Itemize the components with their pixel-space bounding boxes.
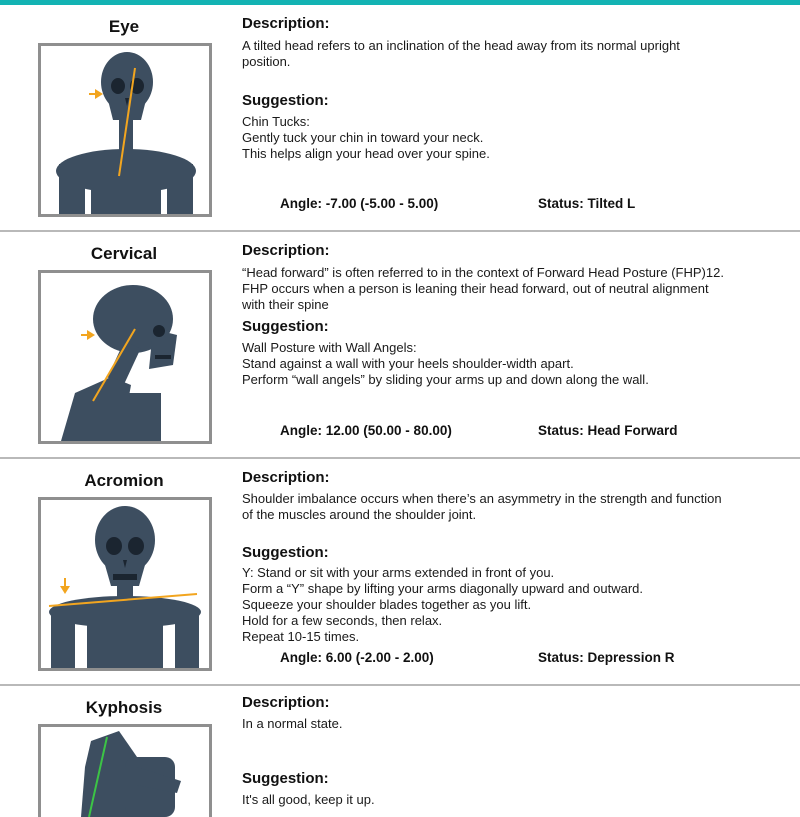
suggestion-text: Chin Tucks: Gently tuck your chin in toward your neck. This helps align your head over your spine. — [242, 114, 490, 161]
suggestion-text: Y: Stand or sit with your arms extended in front of you. Form a “Y” shape by lifting your arms diagonally upward and outward. Squeeze your shoulder blades together as you lift. Hold for a few seconds, then relax. Repeat 10-15 times. — [242, 565, 644, 644]
section-acromion — [0, 459, 800, 686]
description-text: In a normal state. — [242, 716, 343, 731]
section-cervical — [0, 232, 800, 459]
angle-readout: Angle: 12.00 (50.00 - 80.00) — [280, 423, 452, 438]
section-title: Kyphosis — [85, 698, 163, 717]
angle-readout: Angle: -7.00 (-5.00 - 5.00) — [280, 196, 439, 211]
skeleton-shoulders-front-image — [38, 497, 212, 671]
description-heading: Description: — [242, 242, 330, 259]
section-title: Acromion — [84, 471, 164, 490]
description-text: Shoulder imbalance occurs when there’s an asymmetry in the strength and function of the muscles around the shoulder joint. — [242, 491, 722, 522]
skeleton-head-side-image — [38, 270, 212, 444]
angle-readout: Angle: 6.00 (-2.00 - 2.00) — [280, 650, 434, 665]
suggestion-text: It's all good, keep it up. — [242, 792, 375, 807]
status-readout: Status: Tilted L — [538, 196, 636, 211]
suggestion-heading: Suggestion: — [242, 92, 329, 109]
section-eye — [0, 5, 800, 232]
description-heading: Description: — [242, 469, 330, 486]
status-readout: Status: Depression R — [538, 650, 675, 665]
description-text: “Head forward” is often referred to in the context of Forward Head Posture (FHP)12. FHP occurs when a person is leaning their head forward, out of neutral alignment with their spine — [242, 265, 724, 312]
section-title: Eye — [108, 17, 140, 36]
skeleton-head-front-image — [38, 43, 212, 217]
section-kyphosis — [0, 686, 800, 807]
section-title: Cervical — [90, 244, 158, 263]
suggestion-heading: Suggestion: — [242, 544, 329, 561]
description-text: A tilted head refers to an inclination of the head away from its normal upright position. — [242, 38, 680, 69]
suggestion-heading: Suggestion: — [242, 318, 329, 335]
description-heading: Description: — [242, 694, 330, 711]
suggestion-text: Wall Posture with Wall Angels: Stand against a wall with your heels shoulder-width apart. Perform “wall angels” by sliding your arms up and down along the wall. — [242, 340, 649, 387]
status-readout: Status: Head Forward — [538, 423, 678, 438]
skeleton-spine-side-image — [38, 724, 212, 817]
description-heading: Description: — [242, 15, 330, 32]
suggestion-heading: Suggestion: — [242, 770, 329, 787]
